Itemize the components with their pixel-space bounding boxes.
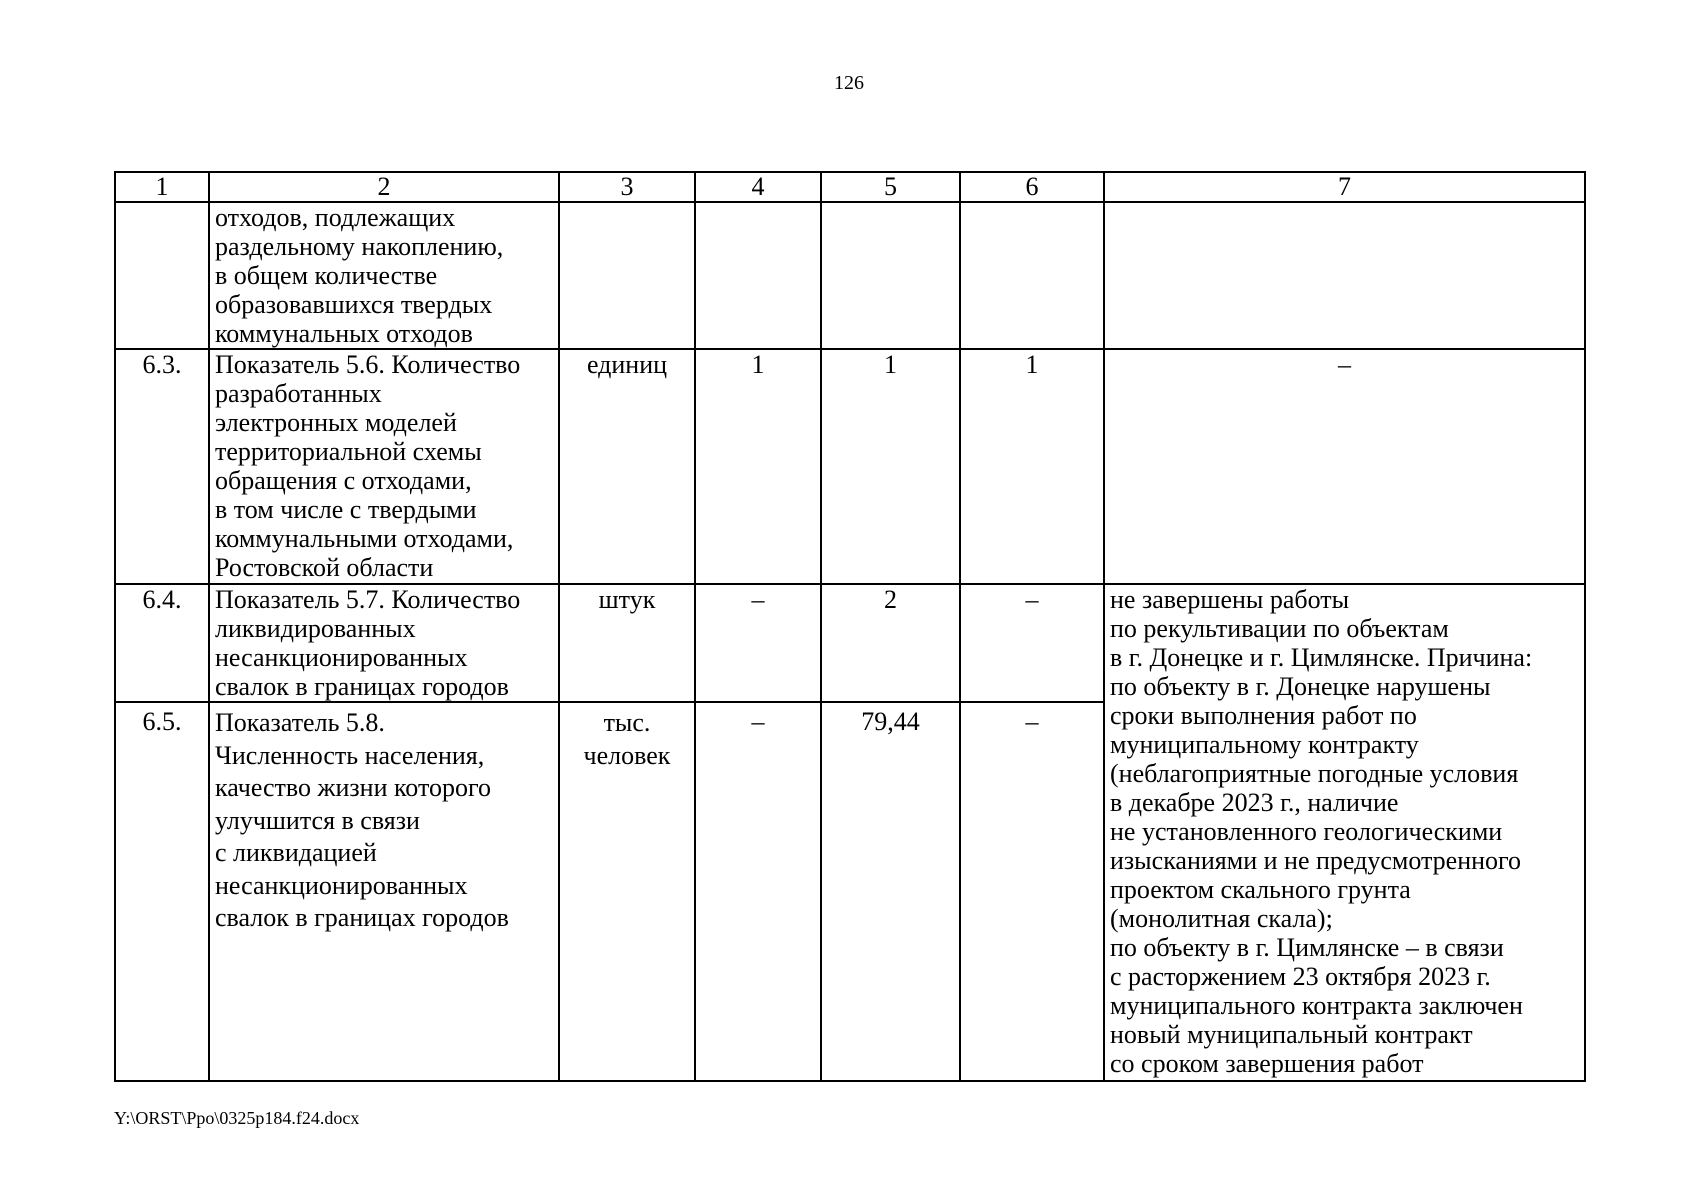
note-line: (монолитная скала);: [1110, 904, 1333, 933]
note-line: по рекультивации по объектам: [1110, 614, 1449, 643]
file-path-footer: Y:\ORST\Ppo\0325p184.f24.docx: [114, 1108, 360, 1128]
indicator-name-cell: [209, 202, 559, 349]
indicator-name-lines: [215, 350, 553, 582]
table-row: [115, 202, 1585, 349]
note-line: изысканиями и не предусмотренного: [1110, 846, 1522, 875]
unit-line: тыс.: [603, 708, 651, 737]
note-line: муниципального контракта заключен: [1110, 991, 1523, 1020]
note-line: –: [1338, 350, 1351, 379]
note-line: в г. Донецке и г. Цимлянске. Причина:: [1110, 643, 1533, 672]
note-line: со сроком завершения работ: [1110, 1049, 1424, 1078]
note-line: в декабре 2023 г., наличие: [1110, 788, 1399, 817]
text-line: раздельному накоплению,: [215, 232, 504, 261]
text-line: Численность населения,: [215, 740, 485, 770]
value-cell-6: 1: [960, 349, 1104, 584]
value-cell-5: 1: [821, 349, 960, 584]
indicator-name-cell: [209, 702, 559, 1081]
table-row: [115, 584, 1585, 702]
text-line: коммунальных отходов: [215, 319, 473, 348]
text-line: свалок в границах городов: [215, 903, 509, 932]
row-number-cell: [115, 202, 209, 349]
indicator-table: [114, 171, 1586, 1082]
page-number: 126: [834, 72, 864, 94]
value-cell-6: –: [960, 584, 1104, 702]
text-line: с ликвидацией: [215, 838, 377, 867]
note-line: не установленного геологическими: [1110, 817, 1503, 846]
unit-line: штук: [598, 585, 656, 614]
text-line: в том числе с твердыми: [215, 495, 477, 524]
text-line: отходов, подлежащих: [215, 203, 456, 232]
text-line: ликвидированных: [215, 614, 416, 643]
text-line: территориальной схемы: [215, 437, 482, 466]
text-line: Показатель 5.6. Количество: [215, 350, 521, 379]
header-cell: 5: [821, 172, 960, 202]
note-lines: [1110, 585, 1579, 1078]
header-cell: 3: [559, 172, 695, 202]
text-line: улучшится в связи: [215, 805, 420, 835]
indicator-name-cell: [209, 584, 559, 702]
unit-cell: [559, 202, 695, 349]
value-cell-5: 79,44: [821, 702, 960, 1081]
text-line: Ростовской области: [215, 553, 434, 582]
note-cell: [1104, 349, 1585, 584]
text-line: коммунальными отходами,: [215, 524, 514, 553]
text-line: несанкционированных: [215, 870, 468, 900]
header-cell: 6: [960, 172, 1104, 202]
note-line: с расторжением 23 октября 2023 г.: [1110, 962, 1491, 991]
note-line: (неблагоприятные погодные условия: [1110, 759, 1519, 788]
value-cell-6: –: [960, 702, 1104, 1081]
unit-cell: [559, 702, 695, 1081]
text-line: Показатель 5.7. Количество: [215, 585, 521, 614]
note-cell: [1104, 584, 1585, 1081]
value-cell-5: [821, 202, 960, 349]
header-cell: 4: [695, 172, 821, 202]
note-line: муниципальному контракту: [1110, 730, 1419, 759]
row-number-cell: 6.3.: [115, 349, 209, 584]
note-line: по объекту в г. Донецке нарушены: [1110, 672, 1491, 701]
unit-line: единиц: [586, 350, 668, 379]
value-cell-5: 2: [821, 584, 960, 702]
text-line: Показатель 5.8.: [215, 708, 385, 737]
table-header-row: [115, 172, 1585, 202]
note-line: по объекту в г. Цимлянске – в связи: [1110, 933, 1504, 962]
unit-line: человек: [583, 740, 671, 770]
note-line: сроки выполнения работ по: [1110, 701, 1417, 730]
header-cell: 2: [209, 172, 559, 202]
text-line: электронных моделей: [215, 408, 457, 437]
row-number-cell: 6.4.: [115, 584, 209, 702]
value-cell-4: 1: [695, 349, 821, 584]
text-line: свалок в границах городов: [215, 672, 509, 701]
indicator-name-lines: [215, 707, 553, 935]
text-line: качество жизни которого: [215, 773, 491, 802]
indicator-name-lines: [215, 203, 553, 348]
text-line: несанкционированных: [215, 643, 468, 672]
indicator-name-lines: [215, 585, 553, 701]
value-cell-6: [960, 202, 1104, 349]
table-row: [115, 349, 1585, 584]
note-line: проектом скального грунта: [1110, 875, 1411, 904]
note-cell: [1104, 202, 1585, 349]
note-line: новый муниципальный контракт: [1110, 1020, 1473, 1049]
header-cell: 7: [1104, 172, 1585, 202]
indicator-name-cell: [209, 349, 559, 584]
value-cell-4: –: [695, 702, 821, 1081]
unit-lines: [565, 707, 689, 772]
value-cell-4: [695, 202, 821, 349]
note-line: не завершены работы: [1110, 585, 1350, 614]
unit-cell: [559, 349, 695, 584]
text-line: обращения с отходами,: [215, 466, 472, 495]
header-cell: 1: [115, 172, 209, 202]
text-line: в общем количестве: [215, 261, 438, 290]
value-cell-4: –: [695, 584, 821, 702]
row-number-cell: 6.5.: [115, 702, 209, 1081]
text-line: образовавшихся твердых: [215, 290, 493, 319]
unit-cell: [559, 584, 695, 702]
text-line: разработанных: [215, 379, 382, 408]
